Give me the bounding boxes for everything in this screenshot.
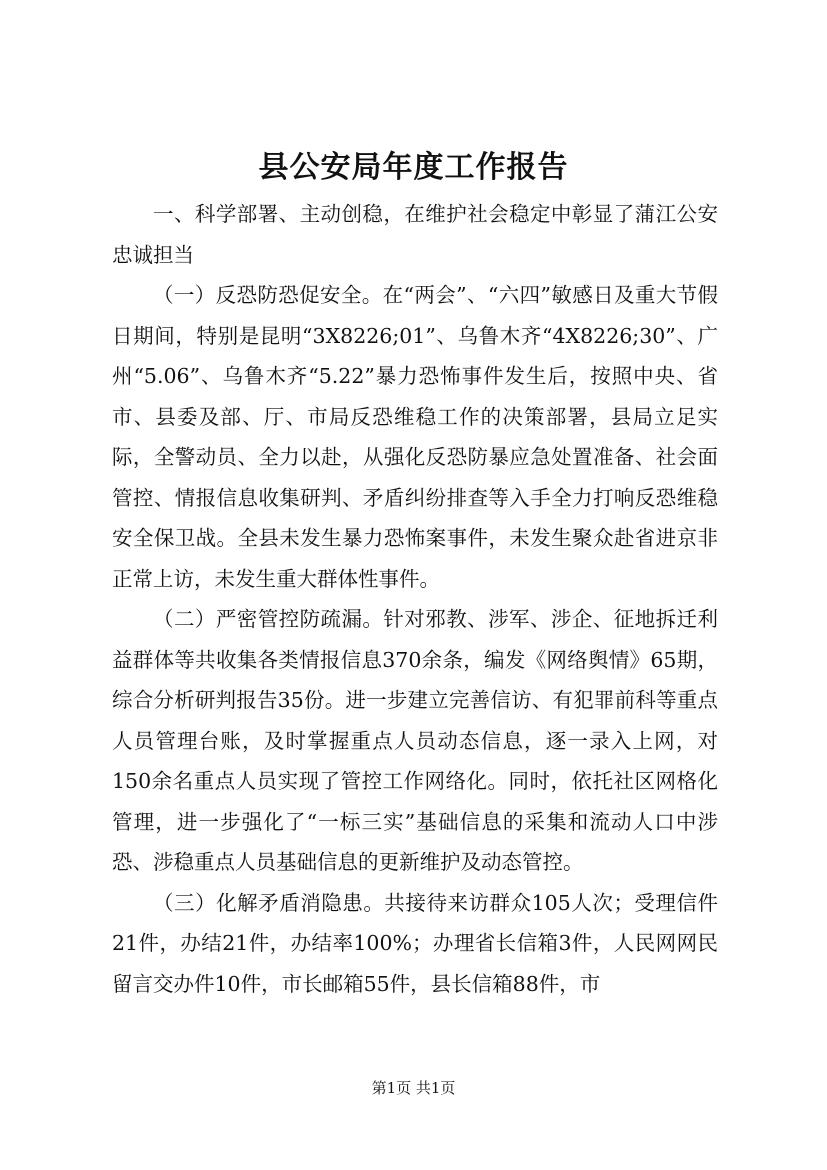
section-heading-1: 一、科学部署、主动创稳，在维护社会稳定中彰显了蒲江公安忠诚担当 bbox=[112, 202, 718, 267]
paragraph-strict-control: （二）严密管控防疏漏。针对邪教、涉军、涉企、征地拆迁利益群体等共收集各类情报信息370余条，编发《网络舆情》65期，综合分析研判报告35份。进一步建立完善信访、有犯罪前科等重点人员管理台账，及时掌握重点人员动态信息，逐一录入上网，对150余名重点人员实现了管控工作网络化。同时，依托社区网格化管理，进一步强化了“一标三实”基础信息的采集和流动人口中涉恐、涉稳重点人员基础信息的更新维护及动态管控。 bbox=[112, 607, 718, 874]
paragraph-resolve-conflicts: （三）化解矛盾消隐患。共接待来访群众105人次；受理信件21件，办结21件，办结率100%；办理省长信箱3件，人民网网民留言交办件10件，市长邮箱55件，县长信箱88件，市 bbox=[112, 890, 718, 996]
document-title: 县公安局年度工作报告 bbox=[258, 150, 569, 185]
paragraph-counter-terrorism: （一）反恐防恐促安全。在“两会”、“六四”敏感日及重大节假日期间，特别是昆明“3X8226;01”、乌鲁木齐“4X8226;30”、广州“5.06”、乌鲁木齐“5.22”暴力恐怖事件发生后，按照中央、省市、县委及部、厅、市局反恐维稳工作的决策部署，县局立足实际，全警动员、全力以赴，从强化反恐防暴应急处置准备、社会面管控、情报信息收集研判、矛盾纠纷排查等入手全力打响反恐维稳安全保卫战。全县未发生暴力恐怖案事件，未发生聚众赴省进京非正常上访，未发生重大群体性事件。 bbox=[112, 283, 718, 591]
document-body bbox=[112, 194, 718, 1004]
page-footer: 第1页 共1页 bbox=[371, 1079, 456, 1097]
